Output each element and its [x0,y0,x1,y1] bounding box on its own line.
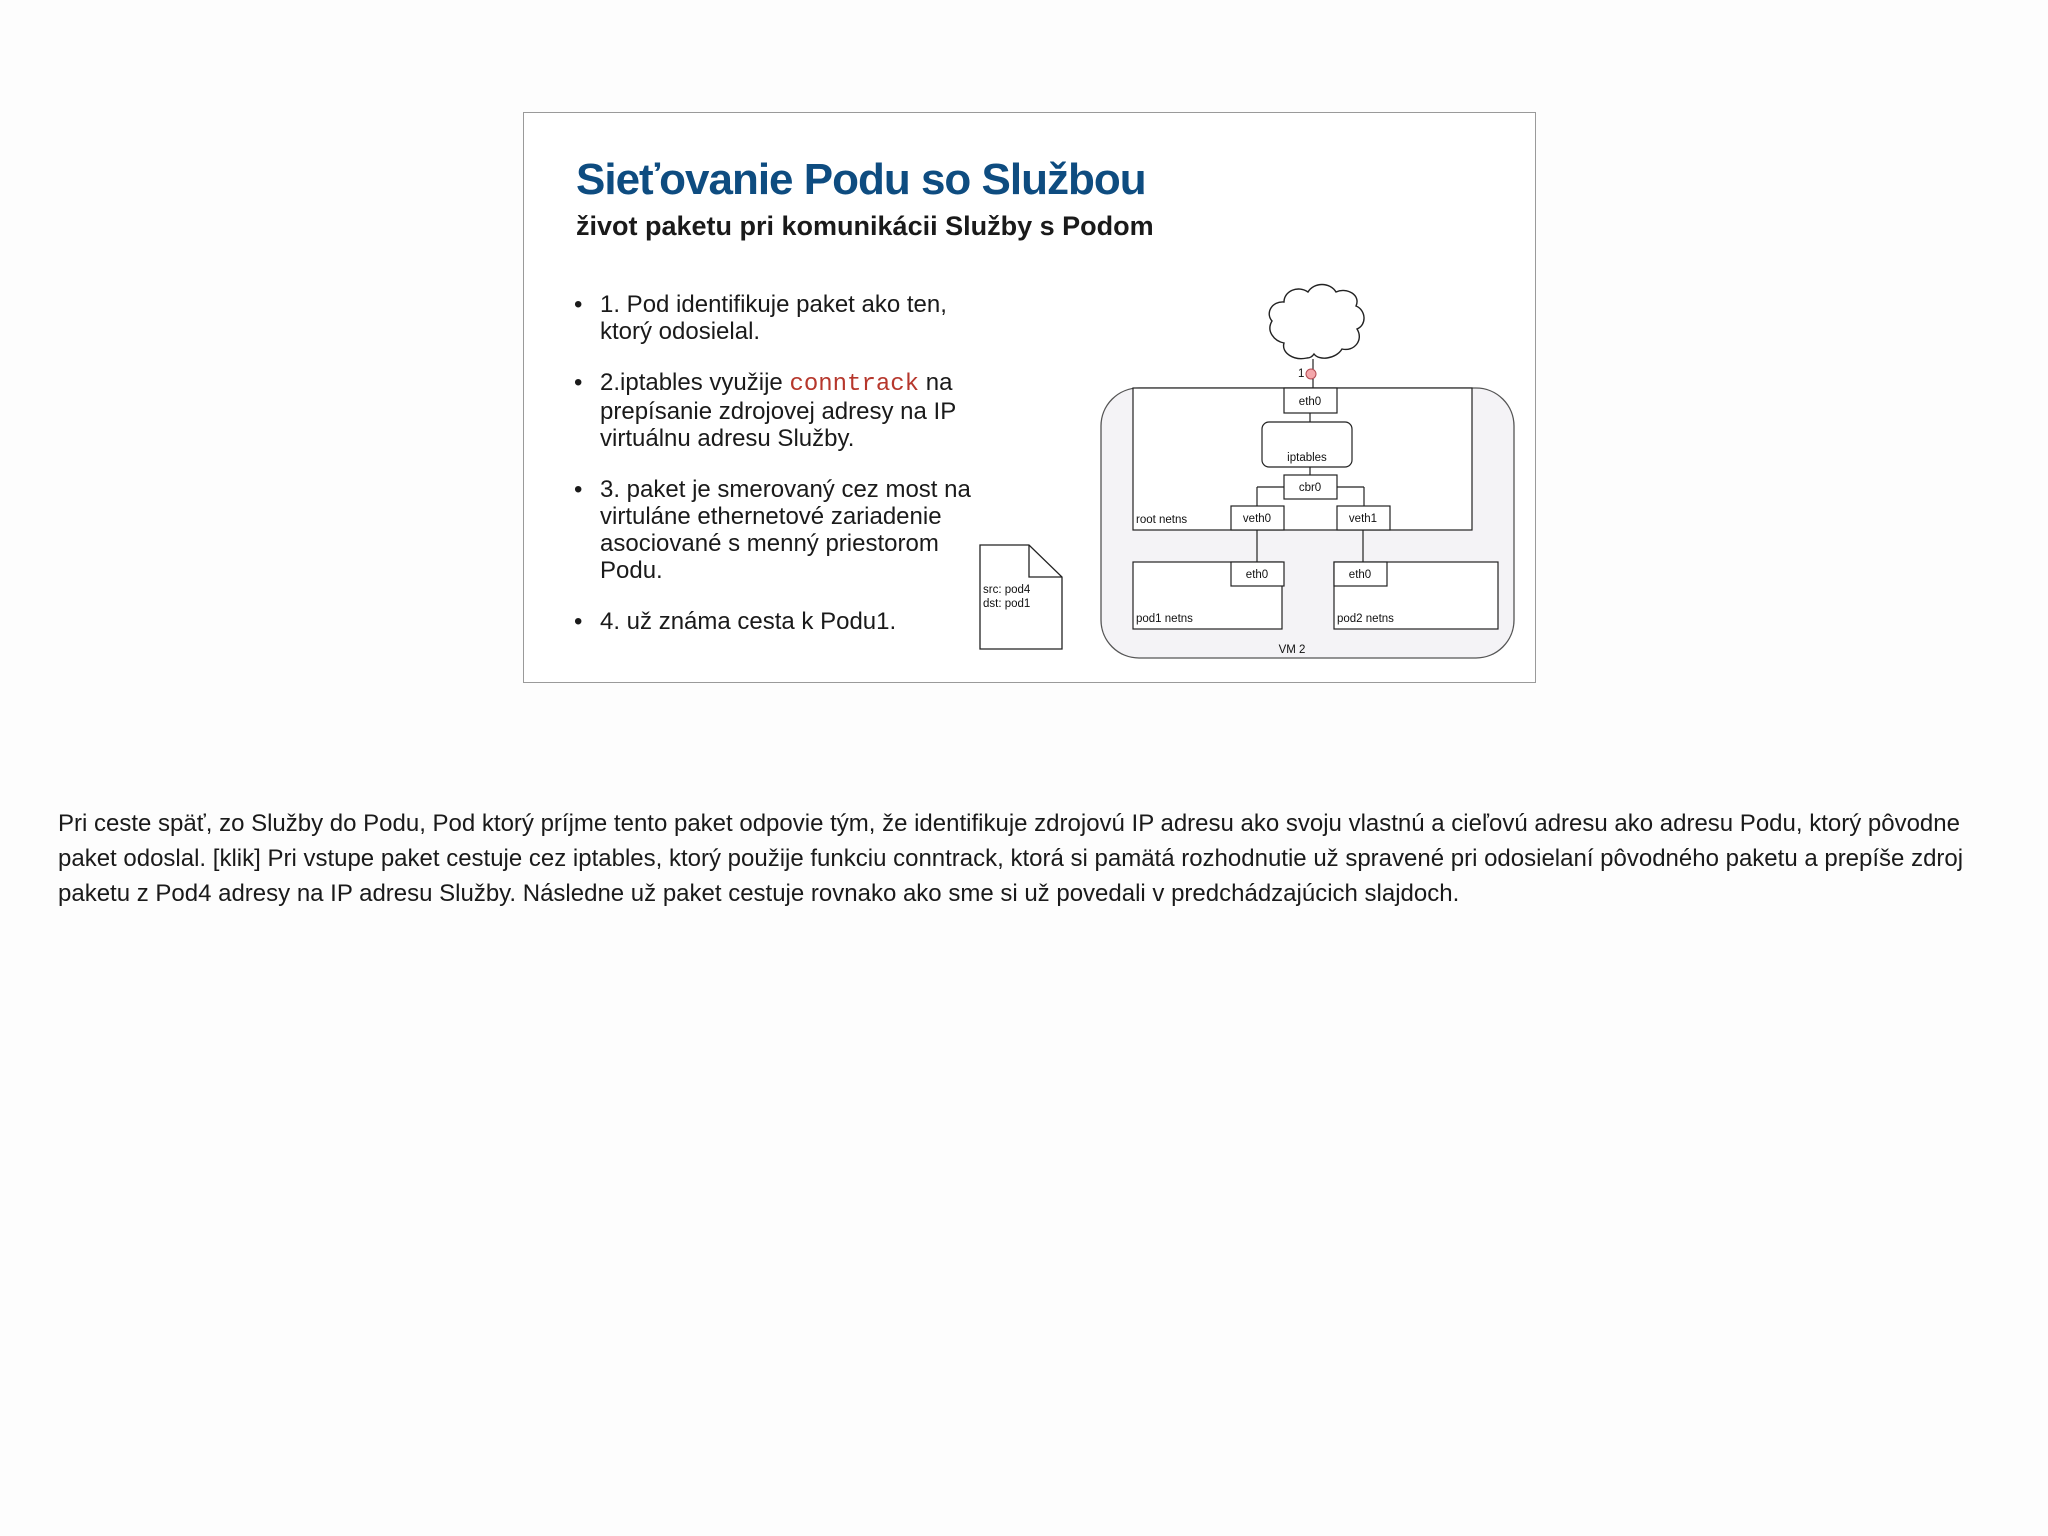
marker-circle-icon [1306,369,1316,379]
slide-title: Sieťovanie Podu so Službou [576,155,1146,204]
vm-label: VM 2 [1278,644,1306,656]
packet-src-label: src: pod4 [983,584,1031,596]
pod1-netns-label: pod1 netns [1136,613,1193,625]
veth1-label: veth1 [1348,513,1378,525]
eth0-top-label: eth0 [1298,396,1322,408]
pod1-eth0-label: eth0 [1245,569,1269,581]
cbr0-label: cbr0 [1298,482,1322,494]
bullet-2-code: conntrack [789,371,920,398]
pod2-netns-label: pod2 netns [1337,613,1394,625]
bullet-2-prefix: 2.iptables využije [600,369,790,396]
veth0-label: veth0 [1242,513,1272,525]
bullet-4-text: 4. už známa cesta k Podu1. [600,608,897,635]
iptables-label: iptables [1287,452,1327,464]
marker-number: 1 [1298,368,1305,380]
packet-dst-label: dst: pod1 [983,598,1031,610]
root-netns-label: root netns [1136,514,1188,526]
packet-document [980,545,1062,649]
bullet-2-suffix: na prepísanie zdrojovej adresy na IP virtuálnu adresu Služby. [600,369,956,452]
slide [523,112,1536,683]
slide-subtitle: život paketu pri komunikácii Služby s Podom [576,211,1154,241]
cloud-icon [1269,285,1364,359]
bullet-1-text: 1. Pod identifikuje paket ako ten, ktorý odosielal. [600,291,947,345]
speaker-notes: Pri ceste späť, zo Služby do Podu, Pod ktorý príjme tento paket odpovie tým, že identifikuje zdrojovú IP adresu ako svoju vlastnú a cieľovú adresu ako adresu Podu, ktorý pôvodne paket odoslal. [klik] Pri vstupe paket cestuje cez iptables, ktorý použije funkciu conntrack, ktorá si pamätá rozhodnutie už spravené pri odosielaní pôvodného paketu a prepíše zdroj paketu z Pod4 adresy na IP adresu Služby. Následne už paket cestuje rovnako ako sme si už povedali v predchádzajúcich slajdoch. [58,810,1964,907]
network-diagram [524,113,1537,684]
bullet-3-text: 3. paket je smerovaný cez most na virtuláne ethernetové zariadenie asociované s menný priestorom Podu. [600,476,971,584]
pod2-eth0-label: eth0 [1348,569,1372,581]
